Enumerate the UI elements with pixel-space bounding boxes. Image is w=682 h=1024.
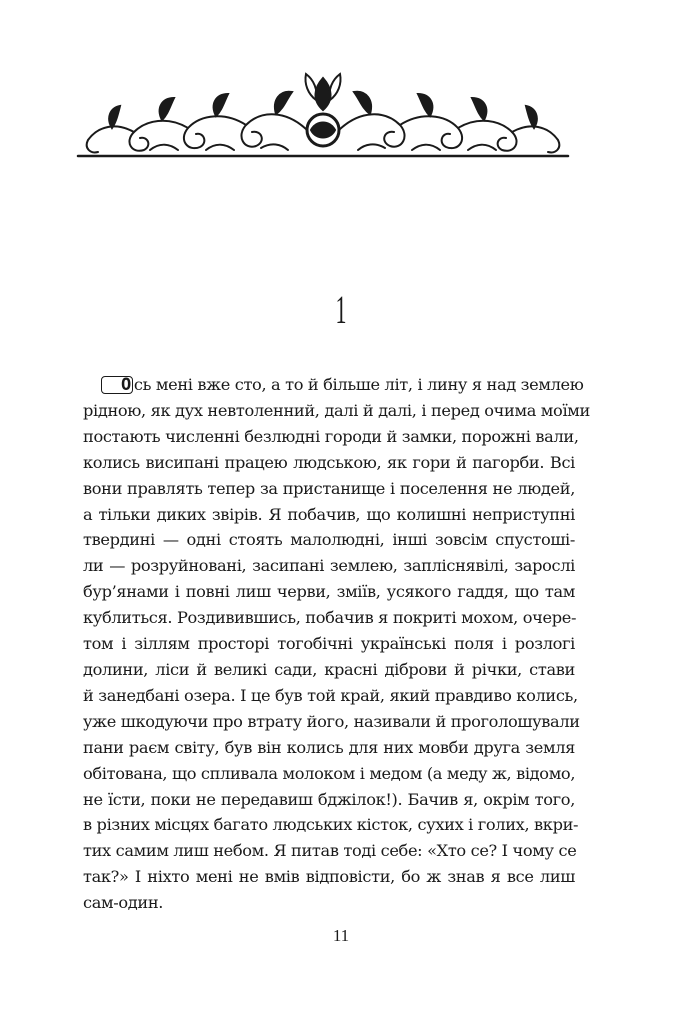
text-line: бур’янами і повні лиш черви, зміїв, усякого гаддя, що там bbox=[83, 582, 575, 602]
text-line: пани раєм світу, був він колись для них мовби друга земля bbox=[83, 737, 575, 757]
text-line: твердині — одні стоять малолюдні, інші зовсім спустоші- bbox=[83, 530, 575, 550]
text-line: тих самим лиш небом. Я питав тоді себе: «Хто се? І чому се bbox=[83, 841, 577, 861]
decorative-initial: О bbox=[101, 376, 133, 394]
text-line: колись висипані працею людською, як гори й пагорби. Всі bbox=[83, 452, 575, 472]
text-line: ли — розруйновані, засипані землею, запліснявілі, зарослі bbox=[83, 556, 575, 576]
text-line: долини, ліси й великі сади, красні діброви й річки, стави bbox=[83, 659, 575, 679]
text-line: а тільки диких звірів. Я побачив, що колишні неприступні bbox=[83, 504, 575, 524]
text-line: сь мені вже сто, а то й більше літ, і лину я над землею bbox=[133, 375, 584, 394]
text-line: кублиться. Роздивившись, побачив я покриті мохом, очере- bbox=[83, 608, 577, 628]
text-line: не їсти, поки не передавиш бджілок!). Бачив я, окрім того, bbox=[83, 789, 575, 809]
text-line: рідною, як дух невтоленний, далі й далі, і перед очима моїми bbox=[83, 400, 590, 420]
text-line: вони правлять тепер за пристанище і поселення не людей, bbox=[83, 478, 575, 498]
text-line: уже шкодуючи про втрату його, називали й проголошували bbox=[83, 711, 580, 731]
chapter-number: 1 bbox=[335, 287, 347, 332]
text-line: обітована, що спливала молоком і медом (а меду ж, відомо, bbox=[83, 763, 576, 783]
text-line: в різних місцях багато людських кісток, сухих і голих, вкри- bbox=[83, 815, 579, 835]
text-line: постають численні безлюдні городи й замки, порожні вали, bbox=[83, 426, 579, 446]
page-number: 11 bbox=[332, 926, 350, 945]
text-line: й занедбані озера. І це був той край, який правдиво колись, bbox=[83, 685, 578, 705]
decorative-floral-ornament bbox=[76, 70, 570, 162]
chapter-paragraph bbox=[83, 372, 590, 916]
text-line-last: сам-один. bbox=[83, 893, 164, 913]
text-line-first bbox=[83, 372, 584, 398]
text-line: том і зіллям просторі тогобічні українські поля і розлогі bbox=[83, 634, 575, 654]
text-line: так?» І ніхто мені не вмів відповісти, бо ж знав я все лиш bbox=[83, 867, 575, 887]
